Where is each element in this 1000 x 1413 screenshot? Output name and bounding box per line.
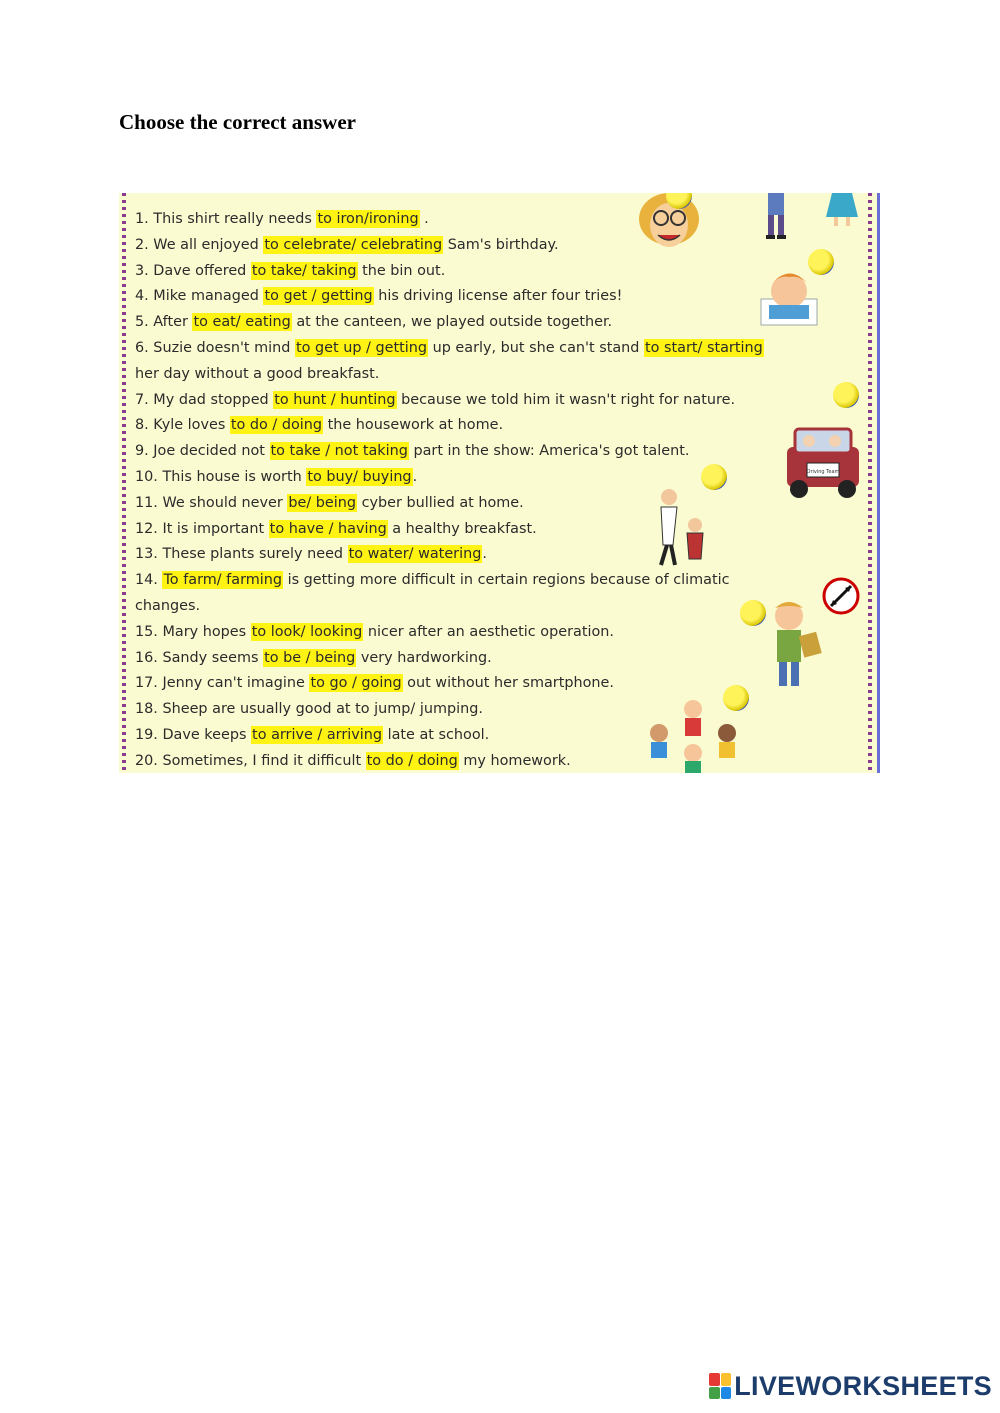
sentence-number: 17. [135,675,158,692]
dotted-border-right [868,193,872,773]
sentence-text: It is important [157,520,269,537]
sentence-text: Sheep are usually good at to jump/ jumping. [157,701,483,718]
sentence-text: We should never [157,494,288,511]
sentence-number: 3. [135,262,149,279]
sentence-text: My dad stopped [148,391,274,408]
sentence-text: Mike managed [148,288,264,305]
sentence-text: Sometimes, I find it difficult [157,752,366,769]
sentence-text: This house is worth [157,468,307,485]
sentence-number: 18. [135,701,158,718]
answer-choice[interactable]: to water/ watering [348,546,482,563]
answer-choice[interactable]: to do / doing [230,417,323,434]
answer-choice[interactable]: to do / doing [366,752,458,769]
answer-choice[interactable]: to go / going [310,675,402,692]
sentence-number: 19. [135,726,158,743]
sentence-line [135,362,835,388]
sentence-text: Dave offered [148,262,251,279]
sentence-text: nicer after an aesthetic operation. [363,623,614,640]
sentence-text: part in the show: America's got talent. [408,443,690,460]
sentence-text: Jenny can't imagine [157,675,310,692]
sentence-text: These plants surely need [157,546,348,563]
sentence-text: We all enjoyed [148,236,264,253]
sentence-number: 1. [135,211,149,227]
sentence-text: Kyle loves [148,417,230,434]
sentence-text: late at school. [383,726,490,743]
girl-figure-illustration [822,193,862,229]
sentence-number: 14. [135,572,158,589]
sentence-text: is getting more difficult in certain regions because of climatic [283,572,730,589]
sentence-line [135,413,835,439]
sentence-line [135,491,835,517]
sentence-text: After [148,314,193,331]
sentence-number: 12. [135,520,158,537]
sentence-text: Sam's birthday. [443,236,559,253]
sentence-number: 9. [135,443,149,460]
answer-choice[interactable]: to buy/ buying [307,468,412,485]
sentence-line [135,233,835,259]
sentence-number: 7. [135,391,149,408]
sentence-text: because we told him it wasn't right for nature. [396,391,736,408]
answer-choice[interactable]: to hunt / hunting [274,391,396,408]
answer-choice[interactable]: to look/ looking [251,623,363,640]
sentence-text: her day without a good breakfast. [135,365,380,382]
answer-choice[interactable]: to iron/ironing [317,211,419,227]
sentence-number: 6. [135,339,149,356]
sentence-number: 11. [135,494,158,511]
sentence-line [135,646,835,672]
dotted-border-left [122,193,126,773]
sentence-text: Mary hopes [157,623,251,640]
answer-choice[interactable]: be/ being [288,494,357,511]
answer-choice[interactable]: to take/ taking [251,262,357,279]
sentence-text: cyber bullied at home. [357,494,524,511]
sentence-number: 4. [135,288,149,305]
sentence-number: 2. [135,236,149,253]
answer-choice[interactable]: to get / getting [264,288,373,305]
sentence-number: 16. [135,649,158,666]
logo-text: LIVEWORKSHEETS [734,1370,992,1401]
sentence-text: my homework. [458,752,571,769]
sentence-text: . [419,211,429,227]
sentence-text: changes. [135,597,201,614]
boy-writing-illustration [759,261,829,329]
sentence-text: out without her smartphone. [402,675,614,692]
sentence-line [135,568,835,594]
sentence-line [135,388,835,414]
sentence-text: Sandy seems [157,649,264,666]
page-title: Choose the correct answer [119,110,356,134]
answer-choice[interactable]: to celebrate/ celebrating [264,236,443,253]
boy-running-illustration [759,598,825,694]
sentence-text: Dave keeps [157,726,252,743]
sentence-line [135,310,835,336]
sentence-text: This shirt really needs [148,211,317,227]
sentence-line [135,620,835,646]
sentence-text: Joe decided not [148,443,270,460]
sentence-number: 5. [135,314,149,331]
answer-choice[interactable]: to eat/ eating [193,314,291,331]
sentence-number: 20. [135,752,158,769]
sentence-text: up early, but she can't stand [428,339,644,356]
compass-icon [821,576,861,616]
car-illustration [781,425,865,499]
sentence-text: . [482,546,487,563]
sentence-number: 13. [135,546,158,563]
children-circle-illustration [645,693,741,773]
sentence-number: 8. [135,417,149,434]
sentence-text: at the canteen, we played outside together. [291,314,613,331]
sentence-line [135,594,835,620]
sentence-text: . [412,468,418,485]
sentence-text: a healthy breakfast. [387,520,537,537]
answer-choice[interactable]: to arrive / arriving [252,726,382,743]
circle-icon [833,382,859,408]
child-figure-illustration [759,193,794,241]
sentence-line [135,284,835,310]
sentence-text: the bin out. [357,262,446,279]
answer-choice[interactable]: to have / having [269,520,387,537]
car-plate-text: Driving Team [806,469,840,475]
sentence-text: very hardworking. [356,649,492,666]
sentence-line [135,439,835,465]
sentence-line [135,542,835,568]
logo-mark-icon [709,1373,731,1399]
sentence-number: 15. [135,623,158,640]
sentence-text: his driving license after four tries! [373,288,623,305]
sentence-text: Suzie doesn't mind [148,339,295,356]
answer-choice[interactable]: to take / not taking [270,443,408,460]
sentence-line [135,207,835,233]
answer-choice[interactable]: to start/ starting [645,339,763,356]
worksheet-image [119,193,880,773]
sentence-line [135,517,835,543]
answer-choice[interactable]: to get up / getting [295,339,427,356]
sentence-line [135,259,835,285]
liveworksheets-logo [709,1369,992,1403]
sentence-text: the housework at home. [323,417,504,434]
answer-choice[interactable]: To farm/ farming [163,572,282,589]
sentence-line [135,336,835,362]
answer-choice[interactable]: to be / being [264,649,356,666]
sentence-line [135,465,835,491]
frame-edge [877,193,880,773]
people-arguing-illustration [653,485,709,569]
sentence-number: 10. [135,468,158,485]
